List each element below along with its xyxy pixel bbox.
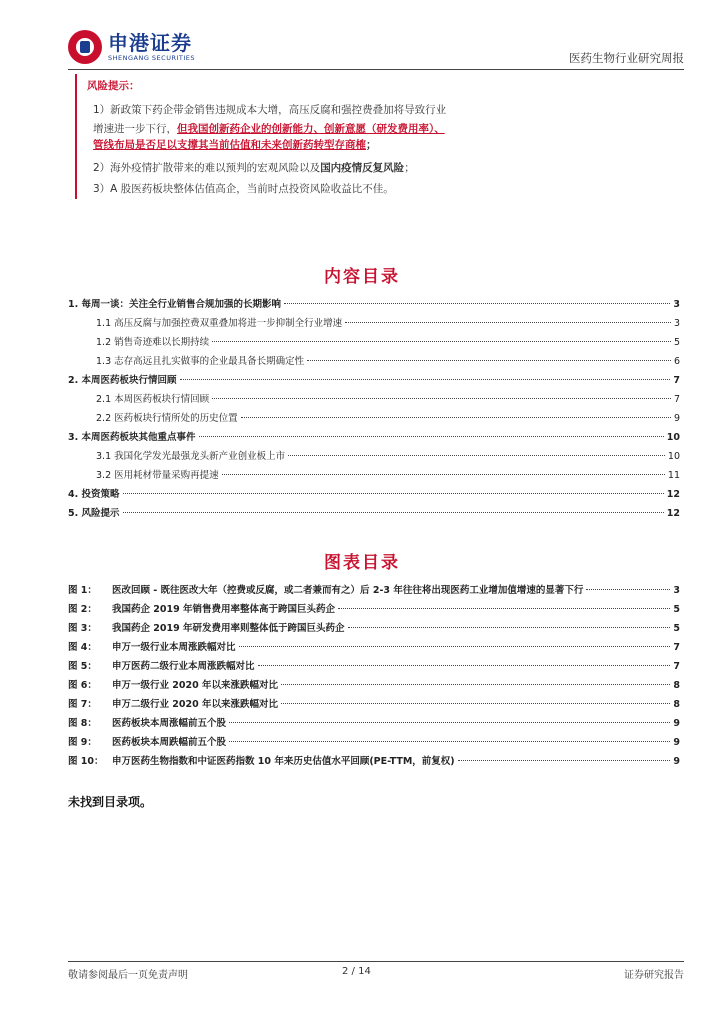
toc-entry[interactable]: 3. 本周医药板块其他重点事件 10	[68, 432, 680, 443]
figure-entry[interactable]: 图 7： 申万二级行业 2020 年以来涨跌幅对比 8	[68, 699, 680, 710]
figure-entry[interactable]: 图 8： 医药板块本周涨幅前五个股 9	[68, 718, 680, 729]
company-logo	[68, 30, 195, 64]
risk-item-3: 3）A 股医药板块整体估值高企，当前时点投资风险收益比不佳。	[93, 183, 394, 195]
no-toc-entries-message: 未找到目录项。	[68, 795, 153, 809]
risk-item-2: 2）海外疫情扩散带来的难以预判的宏观风险以及国内疫情反复风险；	[93, 162, 415, 174]
figure-entry[interactable]: 图 1： 医改回顾 - 既往医改大年（控费或反腐，或二者兼而有之）后 2-3 年往往将出现医药工业增加值增速的显著下行 3	[68, 585, 680, 596]
risk-item-1-line-3: 管线布局是否足以支撑其当前估值和未来创新药转型存商榷；	[93, 139, 377, 151]
risk-title: 风险提示：	[87, 80, 140, 92]
toc-entry[interactable]: 4. 投资策略 12	[68, 489, 680, 500]
footer-report-type: 证券研究报告	[624, 970, 684, 981]
page-header	[68, 30, 684, 70]
toc-entry[interactable]: 1.3 志存高远且扎实做事的企业最具备长期确定性 6	[96, 356, 680, 367]
toc-entry[interactable]: 2.1 本周医药板块行情回顾 7	[96, 394, 680, 405]
toc-entry[interactable]: 3.1 我国化学发光最强龙头新产业创业板上市 10	[96, 451, 680, 462]
toc-entry[interactable]: 1. 每周一谈：关注全行业销售合规加强的长期影响 3	[68, 299, 680, 310]
figure-list-title: 图表目录	[324, 553, 400, 573]
toc-entry[interactable]: 1.1 高压反腐与加强控费双重叠加将进一步抑制全行业增速 3	[96, 318, 680, 329]
figure-entry[interactable]: 图 6： 申万一级行业 2020 年以来涨跌幅对比 8	[68, 680, 680, 691]
header-divider	[68, 69, 684, 70]
risk-item-1-line-2: 增速进一步下行，但我国创新药企业的创新能力、创新意愿（研发费用率）、	[93, 123, 445, 135]
logo-name-en: SHENGANG SECURITIES	[108, 54, 196, 62]
report-type: 医药生物行业研究周报	[569, 51, 684, 65]
risk-warning-box	[75, 74, 687, 199]
figure-entry[interactable]: 图 4： 申万一级行业本周涨跌幅对比 7	[68, 642, 680, 653]
toc-entry[interactable]: 5. 风险提示 12	[68, 508, 680, 519]
risk-highlight-2: 管线布局是否足以支撑其当前估值和未来创新药转型存商榷	[93, 139, 366, 151]
figure-entry[interactable]: 图 10： 申万医药生物指数和中证医药指数 10 年来历史估值水平回顾(PE-TTM，前复权) 9	[68, 756, 680, 767]
logo-name-cn: 申港证券	[108, 31, 192, 55]
toc-title: 内容目录	[324, 267, 400, 287]
figure-entry[interactable]: 图 9： 医药板块本周跌幅前五个股 9	[68, 737, 680, 748]
toc-entry[interactable]: 1.2 销售奇迹难以长期持续 5	[96, 337, 680, 348]
logo-icon	[68, 30, 102, 64]
toc-entry[interactable]: 3.2 医用耗材带量采购再提速 11	[96, 470, 680, 481]
figure-entry[interactable]: 图 2： 我国药企 2019 年销售费用率整体高于跨国巨头药企 5	[68, 604, 680, 615]
risk-item-1-line-1: 1）新政策下药企带金销售违规成本大增，高压反腐和强控费叠加将导致行业	[93, 104, 447, 116]
footer-divider	[68, 961, 684, 962]
risk-highlight-1: 但我国创新药企业的创新能力、创新意愿（研发费用率）、	[177, 123, 445, 135]
toc-entry[interactable]: 2. 本周医药板块行情回顾 7	[68, 375, 680, 386]
page-number: 2 / 14	[342, 966, 371, 977]
toc-entry[interactable]: 2.2 医药板块行情所处的历史位置 9	[96, 413, 680, 424]
figure-entry[interactable]: 图 5： 申万医药二级行业本周涨跌幅对比 7	[68, 661, 680, 672]
figure-entry[interactable]: 图 3： 我国药企 2019 年研发费用率则整体低于跨国巨头药企 5	[68, 623, 680, 634]
footer-disclaimer: 敬请参阅最后一页免责声明	[68, 970, 188, 981]
risk-highlight-3: 国内疫情反复风险	[320, 162, 405, 174]
